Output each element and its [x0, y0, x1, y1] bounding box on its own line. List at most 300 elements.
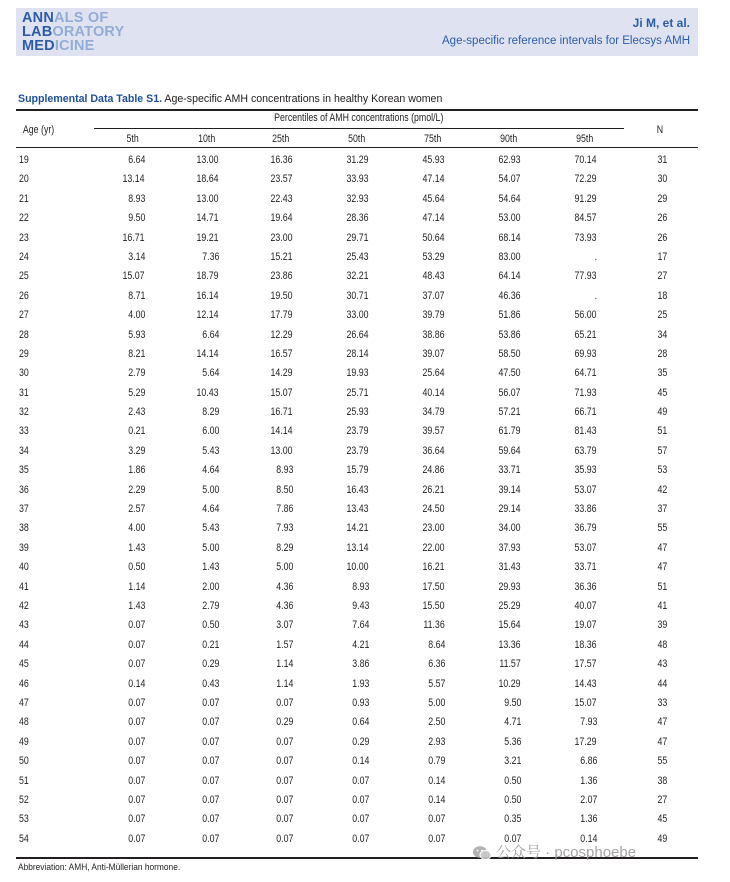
cell-value: 91.29	[574, 192, 597, 205]
cell-value: 25.43	[346, 250, 369, 263]
cell-age: 42	[19, 599, 29, 612]
cell-value: 0.14	[427, 774, 445, 787]
running-title: Age-specific reference intervals for Elecsys AMH	[442, 35, 690, 47]
cell-value: 8.64	[427, 638, 445, 651]
cell-n: 33	[657, 696, 667, 709]
cell-value: 28.36	[346, 212, 369, 225]
cell-n: 38	[657, 774, 667, 787]
header-percentile-span: Percentiles of AMH concentrations (pmol/L)	[274, 112, 444, 124]
cell-value: 32.93	[346, 192, 369, 205]
cell-value: 2.79	[127, 367, 145, 380]
cell-value: 33.71	[498, 464, 521, 477]
cell-n: 57	[657, 444, 667, 457]
cell-value: 4.00	[127, 522, 145, 535]
cell-value: 1.43	[127, 599, 145, 612]
header-percentile-95th: 95th	[576, 133, 594, 145]
cell-age: 53	[19, 813, 29, 826]
table-row	[0, 423, 730, 442]
cell-value: 64.14	[498, 270, 521, 283]
table-row	[0, 695, 730, 714]
cell-value: 29.93	[498, 580, 521, 593]
table-row	[0, 288, 730, 307]
cell-value: 39.57	[422, 425, 445, 438]
cell-value: 2.43	[127, 406, 145, 419]
cell-n: 28	[657, 347, 667, 360]
cell-age: 43	[19, 619, 29, 632]
table-row	[0, 598, 730, 617]
cell-value: 19.93	[346, 367, 369, 380]
table-caption	[18, 93, 442, 105]
cell-value: 10.29	[498, 677, 521, 690]
cell-value: 25.29	[498, 599, 521, 612]
cell-value: 0.07	[127, 658, 145, 671]
cell-value: 10.00	[346, 561, 369, 574]
cell-value: 5.64	[201, 367, 219, 380]
cell-value: 5.43	[201, 444, 219, 457]
cell-value: 1.86	[127, 464, 145, 477]
cell-value: 45.93	[422, 154, 445, 166]
cell-value: 15.79	[346, 464, 369, 477]
cell-value: 23.86	[270, 270, 293, 283]
cell-value: 39.14	[498, 483, 521, 496]
cell-value: 16.71	[270, 406, 293, 419]
cell-value: 26.64	[346, 328, 369, 341]
cell-value: 0.14	[127, 677, 145, 690]
cell-age: 38	[19, 522, 29, 535]
cell-value: 18.79	[196, 270, 219, 283]
cell-value: 0.07	[275, 813, 293, 826]
table-row	[0, 482, 730, 501]
cell-age: 32	[19, 406, 29, 419]
cell-value: 0.29	[275, 716, 293, 729]
cell-age: 54	[19, 832, 29, 845]
cell-value: 16.43	[346, 483, 369, 496]
cell-n: 45	[657, 813, 667, 826]
cell-value: 0.07	[201, 735, 219, 748]
cell-value: 6.64	[127, 154, 145, 166]
cell-value: 19.07	[574, 619, 597, 632]
cell-value: 77.93	[574, 270, 597, 283]
cell-value: 47.50	[498, 367, 521, 380]
cell-value: 40.14	[422, 386, 445, 399]
cell-value: 2.00	[201, 580, 219, 593]
table-row	[0, 191, 730, 210]
cell-value: 16.36	[270, 154, 293, 166]
cell-n: 39	[657, 619, 667, 632]
cell-value: 36.64	[422, 444, 445, 457]
cell-value: 36.36	[574, 580, 597, 593]
header-percentile-5th: 5th	[126, 133, 140, 145]
cell-value: 4.36	[275, 580, 293, 593]
table-row	[0, 773, 730, 792]
cell-value: 30.71	[346, 289, 369, 302]
watermark	[472, 841, 636, 862]
cell-value: 5.36	[503, 735, 521, 748]
cell-value: 0.50	[503, 793, 521, 806]
logo-line: LABORATORY	[22, 24, 125, 40]
cell-n: 53	[657, 464, 667, 477]
cell-value: 4.64	[201, 503, 219, 516]
logo-line: MEDICINE	[22, 38, 95, 54]
table-row	[0, 753, 730, 772]
cell-age: 24	[19, 250, 29, 263]
cell-value: 25.93	[346, 406, 369, 419]
cell-value: 11.36	[423, 619, 445, 632]
cell-value: 3.86	[351, 658, 369, 671]
cell-value: 5.00	[201, 541, 219, 554]
cell-value: 0.07	[275, 793, 293, 806]
cell-value: 33.86	[574, 503, 597, 516]
cell-value: 72.29	[574, 173, 597, 186]
cell-value: 0.07	[201, 793, 219, 806]
cell-value: 64.71	[574, 367, 597, 380]
cell-value: 16.14	[196, 289, 219, 302]
cell-value: 6.36	[427, 658, 445, 671]
cell-value: 62.93	[498, 154, 521, 166]
cell-value: 66.71	[574, 406, 597, 419]
cell-value: 48.43	[422, 270, 445, 283]
header-n: N	[656, 124, 664, 136]
cell-n: 30	[657, 173, 667, 186]
cell-value: 53.07	[574, 541, 597, 554]
cell-value: 35.93	[574, 464, 597, 477]
cell-value: 1.43	[201, 561, 219, 574]
cell-value: 17.50	[422, 580, 445, 593]
cell-value: 17.57	[574, 658, 597, 671]
cell-value: 0.07	[275, 832, 293, 845]
cell-n: 47	[657, 716, 667, 729]
cell-value: 69.93	[574, 347, 597, 360]
cell-n: 26	[657, 212, 667, 225]
cell-value: 8.29	[275, 541, 293, 554]
cell-value: 0.43	[201, 677, 219, 690]
cell-value: 1.36	[579, 774, 597, 787]
table-label: Supplemental Data Table S1.	[18, 93, 163, 105]
cell-value: 59.64	[498, 444, 521, 457]
cell-n: 51	[657, 425, 667, 438]
cell-value: 2.29	[127, 483, 145, 496]
cell-value: 0.07	[201, 832, 219, 845]
cell-value: 0.07	[201, 716, 219, 729]
cell-value: 0.07	[201, 696, 219, 709]
cell-value: 13.14	[346, 541, 369, 554]
table-row	[0, 404, 730, 423]
table-body	[0, 152, 730, 850]
cell-value: 0.50	[127, 561, 145, 574]
cell-age: 23	[19, 231, 29, 244]
table-row	[0, 327, 730, 346]
cell-value: 7.93	[579, 716, 597, 729]
cell-value: 45.64	[422, 192, 445, 205]
cell-value: 8.93	[127, 192, 145, 205]
journal-header	[16, 8, 698, 56]
cell-value: 29.14	[498, 503, 521, 516]
cell-n: 34	[657, 328, 667, 341]
cell-value: 0.07	[201, 755, 219, 768]
cell-n: 44	[657, 677, 667, 690]
cell-value: 5.00	[275, 561, 293, 574]
cell-value: 1.43	[127, 541, 145, 554]
cell-value: 15.07	[270, 386, 293, 399]
cell-value: 14.21	[346, 522, 369, 535]
table-row	[0, 385, 730, 404]
cell-n: 48	[657, 638, 667, 651]
cell-age: 44	[19, 638, 29, 651]
cell-value: 68.14	[498, 231, 521, 244]
cell-age: 49	[19, 735, 29, 748]
cell-value: 0.07	[127, 774, 145, 787]
cell-value: 3.29	[127, 444, 145, 457]
cell-n: 41	[657, 599, 667, 612]
cell-value: 1.36	[579, 813, 597, 826]
table-row	[0, 365, 730, 384]
table-row	[0, 617, 730, 636]
cell-value: 0.07	[127, 638, 145, 651]
cell-value: 9.50	[127, 212, 145, 225]
cell-value: 9.43	[351, 599, 369, 612]
cell-value: 56.07	[498, 386, 521, 399]
cell-value: 5.29	[127, 386, 145, 399]
cell-n: 42	[657, 483, 667, 496]
cell-value: 17.29	[574, 735, 597, 748]
cell-value: 0.07	[427, 832, 445, 845]
cell-value: 2.57	[127, 503, 145, 516]
table-row	[0, 734, 730, 753]
cell-value: 31.29	[346, 154, 369, 166]
cell-value: 0.35	[503, 813, 521, 826]
cell-value: .	[594, 250, 597, 263]
cell-value: 33.93	[346, 173, 369, 186]
cell-value: .	[594, 289, 597, 302]
table-row	[0, 811, 730, 830]
cell-value: 0.07	[127, 696, 145, 709]
cell-value: 0.21	[201, 638, 219, 651]
table-row	[0, 268, 730, 287]
cell-value: 58.50	[498, 347, 521, 360]
cell-value: 15.50	[422, 599, 445, 612]
cell-value: 14.71	[196, 212, 219, 225]
cell-value: 0.14	[351, 755, 369, 768]
cell-value: 0.21	[127, 425, 145, 438]
header-percentile-75th: 75th	[424, 133, 442, 145]
cell-value: 8.29	[201, 406, 219, 419]
cell-age: 31	[19, 386, 29, 399]
cell-n: 29	[657, 192, 667, 205]
cell-value: 8.50	[275, 483, 293, 496]
cell-value: 73.93	[574, 231, 597, 244]
cell-value: 54.07	[498, 173, 521, 186]
cell-value: 7.36	[201, 250, 219, 263]
cell-value: 70.14	[574, 154, 597, 166]
table-row	[0, 792, 730, 811]
cell-value: 0.07	[127, 755, 145, 768]
cell-value: 0.07	[127, 716, 145, 729]
cell-value: 1.14	[275, 677, 293, 690]
cell-value: 0.07	[127, 813, 145, 826]
cell-value: 4.00	[127, 309, 145, 322]
cell-value: 0.79	[427, 755, 445, 768]
table-row	[0, 462, 730, 481]
cell-value: 63.79	[574, 444, 597, 457]
table-row	[0, 559, 730, 578]
cell-value: 7.64	[351, 619, 369, 632]
table-row	[0, 346, 730, 365]
cell-value: 54.64	[498, 192, 521, 205]
cell-value: 13.00	[270, 444, 293, 457]
header-percentile-10th: 10th	[198, 133, 216, 145]
table-row	[0, 540, 730, 559]
cell-value: 51.86	[498, 309, 521, 322]
header-percentile-25th: 25th	[272, 133, 290, 145]
cell-value: 0.64	[351, 716, 369, 729]
cell-value: 18.36	[574, 638, 597, 651]
cell-n: 17	[657, 250, 667, 263]
cell-value: 23.00	[422, 522, 445, 535]
cell-value: 6.86	[579, 755, 597, 768]
cell-value: 0.50	[201, 619, 219, 632]
cell-age: 45	[19, 658, 29, 671]
cell-age: 29	[19, 347, 29, 360]
cell-n: 47	[657, 561, 667, 574]
cell-age: 28	[19, 328, 29, 341]
cell-n: 55	[657, 755, 667, 768]
cell-value: 14.14	[196, 347, 219, 360]
cell-age: 37	[19, 503, 29, 516]
table-description: Age-specific AMH concentrations in healthy Korean women	[162, 93, 443, 105]
cell-value: 0.07	[351, 793, 369, 806]
cell-value: 7.86	[275, 503, 293, 516]
cell-value: 40.07	[574, 599, 597, 612]
cell-value: 28.14	[346, 347, 369, 360]
table-top-rule	[16, 109, 698, 111]
table-row	[0, 520, 730, 539]
cell-value: 0.07	[351, 813, 369, 826]
cell-value: 13.14	[122, 173, 145, 186]
cell-value: 3.07	[275, 619, 293, 632]
cell-value: 1.14	[127, 580, 145, 593]
cell-value: 0.29	[201, 658, 219, 671]
cell-value: 0.07	[127, 793, 145, 806]
cell-n: 51	[657, 580, 667, 593]
cell-value: 5.57	[427, 677, 445, 690]
cell-age: 22	[19, 212, 29, 225]
cell-value: 2.50	[427, 716, 445, 729]
cell-value: 24.86	[422, 464, 445, 477]
cell-value: 46.36	[498, 289, 521, 302]
table-row	[0, 152, 730, 171]
cell-value: 3.14	[127, 250, 145, 263]
header-percentile-90th: 90th	[500, 133, 518, 145]
cell-value: 25.71	[346, 386, 369, 399]
cell-value: 4.64	[201, 464, 219, 477]
cell-n: 18	[657, 289, 667, 302]
cell-value: 2.93	[427, 735, 445, 748]
cell-value: 0.14	[579, 832, 597, 845]
table-row	[0, 501, 730, 520]
cell-value: 14.29	[270, 367, 293, 380]
cell-value: 19.64	[270, 212, 293, 225]
cell-value: 83.00	[498, 250, 521, 263]
table-row	[0, 676, 730, 695]
header-percentile-50th: 50th	[348, 133, 366, 145]
cell-value: 26.21	[422, 483, 445, 496]
cell-value: 0.07	[351, 774, 369, 787]
cell-value: 53.29	[422, 250, 445, 263]
table-row	[0, 171, 730, 190]
cell-value: 39.07	[422, 347, 445, 360]
cell-value: 39.79	[422, 309, 445, 322]
cell-value: 61.79	[498, 425, 521, 438]
cell-n: 25	[657, 309, 667, 322]
cell-value: 84.57	[574, 212, 597, 225]
cell-value: 0.07	[127, 619, 145, 632]
cell-value: 37.07	[422, 289, 445, 302]
logo-line: ANNALS OF	[22, 10, 109, 26]
cell-value: 22.43	[270, 192, 293, 205]
cell-age: 50	[19, 755, 29, 768]
table-row	[0, 656, 730, 675]
cell-value: 2.07	[579, 793, 597, 806]
cell-age: 41	[19, 580, 29, 593]
cell-value: 7.93	[275, 522, 293, 535]
cell-age: 48	[19, 716, 29, 729]
cell-age: 27	[19, 309, 29, 322]
cell-value: 0.07	[427, 813, 445, 826]
watermark-text: 公众号 · pcosphoebe	[496, 844, 637, 861]
cell-value: 23.79	[346, 444, 369, 457]
cell-n: 49	[657, 832, 667, 845]
cell-value: 53.07	[574, 483, 597, 496]
cell-value: 19.21	[196, 231, 219, 244]
cell-n: 45	[657, 386, 667, 399]
cell-value: 0.07	[503, 832, 521, 845]
cell-value: 23.79	[346, 425, 369, 438]
cell-age: 36	[19, 483, 29, 496]
cell-age: 26	[19, 289, 29, 302]
cell-value: 16.57	[270, 347, 293, 360]
cell-value: 0.29	[351, 735, 369, 748]
cell-value: 50.64	[422, 231, 445, 244]
cell-n: 43	[657, 658, 667, 671]
cell-value: 47.14	[422, 212, 445, 225]
cell-value: 13.00	[196, 192, 219, 205]
cell-value: 0.07	[275, 774, 293, 787]
cell-value: 56.00	[574, 309, 597, 322]
cell-value: 0.07	[275, 735, 293, 748]
cell-value: 81.43	[574, 425, 597, 438]
cell-age: 21	[19, 192, 29, 205]
cell-age: 39	[19, 541, 29, 554]
cell-value: 53.86	[498, 328, 521, 341]
cell-value: 18.64	[196, 173, 219, 186]
journal-logo	[22, 11, 124, 53]
cell-n: 47	[657, 735, 667, 748]
cell-value: 36.79	[574, 522, 597, 535]
cell-value: 0.14	[427, 793, 445, 806]
cell-value: 71.93	[574, 386, 597, 399]
table-row	[0, 443, 730, 462]
cell-value: 8.93	[275, 464, 293, 477]
cell-value: 1.57	[275, 638, 293, 651]
cell-value: 29.71	[346, 231, 369, 244]
cell-value: 16.71	[122, 231, 145, 244]
cell-n: 47	[657, 541, 667, 554]
header-age: Age (yr)	[22, 124, 55, 136]
cell-age: 20	[19, 173, 29, 186]
author-line: Ji M, et al.	[632, 16, 690, 30]
cell-value: 0.07	[201, 774, 219, 787]
table-row	[0, 249, 730, 268]
